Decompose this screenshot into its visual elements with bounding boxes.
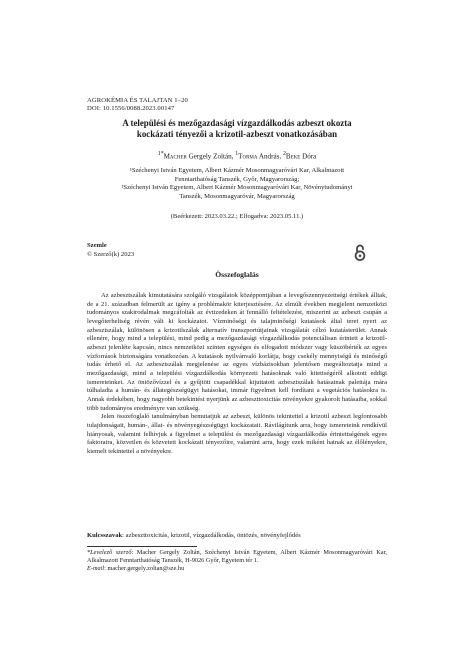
author-sup: 2 xyxy=(282,151,286,157)
email-address: : macher.gergely.zoltan@sze.hu xyxy=(104,565,185,573)
author-lastname: Torma xyxy=(238,152,258,161)
keywords xyxy=(87,532,387,541)
correspondence-label: *Levelező szerző xyxy=(87,549,132,556)
footnote-divider xyxy=(87,546,197,547)
open-access-icon xyxy=(354,244,366,262)
journal-header xyxy=(87,97,188,114)
keywords-label: Kulcsszavak xyxy=(87,532,123,539)
affiliation-line: Fenntarthatóság Tanszék, Győr, Magyarország; xyxy=(174,175,300,183)
doi: DOI: 10.1556/0088.2023.00147 xyxy=(87,105,175,113)
email-label: E-mail xyxy=(87,565,105,573)
abstract-paragraph: Az azbesztszálak kimutatására szolgáló vizsgálatok középpontjában a levegőszennyezettségi értékek álltak, de a 21. században felmerült az igény a problémakör kiterjesztésére. Az elmúlt években megjelent nemzetközi tudományos szakirodalmak megcáfolták az évtizedeken át fennálló feltételezést, miszerint az azbeszt csupán a levegőterheltség révén vált ki kockázatot. Vízminőségi és talajminőségi kutatások által teret nyert az azbesztszálak, különösen a krizotilszálak alternatív transzportútjainak vizsgálatát célzó kutatásterület. Annak ellenére, hogy mind a települési, mind pedig a mezőgazdasági vízgazdálkodás potenciálisan érintett a krizotil-azbeszt jelenléte kapcsán, nincs nemzetközi szinten egységes és elfogadott módszer vagy küszöbérték az egyes vízforrások biztonságára vonatkozóan. A kutatások nyilvánvaló korlátja, hogy csekély mennyiségű és minőségű tudás érhető el. Az azbesztszálak megjelenése az egyes vízbázisokban jelentősen megváltoztatja mind a mezőgazdasági, mind a települési vízgazdálkodás környezeti hatásoknak való kitettségéről alkotott eddigi ismereteinket. Az öntözővízzel és a gyűjtött csapadékkal kijuttatott azbesztszálak hatásainak palettája mára túlhaladta a humán- és állategészségügyi hatásokat, immár figyelmet kell fordítani a vegetációs hatásokra is. Annak érdekében, hogy nagyobb betekintést nyerjünk az azbeszttoxicitás növényekre gyakorolt hatásaiba, sokkal több tudományos eredményre van szükség. xyxy=(87,292,387,412)
abstract-paragraph: Jelen összefoglaló tanulmányban bemutatjuk az azbeszt, különös tekintettel a krizotil azbeszt legfontosabb tulajdonságait, humán-, állat- és növényegészségügyi kockázatait. Rávilágítunk arra, hogy ismereteink rendkívül hiányosak, valamint felhívjuk a figyelmet a települési és mezőgazdasági vízgazdálkodás érintettségének egyes faktoraira, közvetlen és közvetett kockázati tényezőire, valamint arra, hogy ezek miként hatnak az élőlényekre, kiemelt tekintettel a növényekre. xyxy=(87,413,387,455)
article-type-block xyxy=(87,242,134,260)
title-line: A települési és mezőgazdasági vízgazdálkodás azbeszt okozta xyxy=(122,118,352,128)
affiliation-line: Tanszék, Mosonmagyaróvár, Magyarország xyxy=(179,192,295,200)
author-firstname: András xyxy=(258,152,280,161)
copyright-text: © Szerző(k) 2023 xyxy=(87,250,135,258)
affiliation-line: ¹Széchenyi István Egyetem, Albert Kázmér Mosonmagyaróvári Kar, Alkalmazott xyxy=(129,167,345,174)
author-lastname: Macher xyxy=(163,152,187,161)
author-sup: 1* xyxy=(157,151,164,157)
author-firstname: Gergely Zoltán xyxy=(188,152,232,161)
article-type-label: Szemle xyxy=(87,242,107,249)
author-lastname: Beke xyxy=(285,152,301,161)
keywords-text: : azbeszttoxicitás, krizotil, vízgazdálkodás, öntözés, növényfejlődés xyxy=(122,532,301,539)
affiliation-line: ²Széchenyi István Egyetem, Albert Kázmér Mosonmagyaróvári Kar, Növénytudományi xyxy=(121,184,353,192)
abstract-heading: Összefoglalás xyxy=(215,270,259,279)
affiliations xyxy=(95,167,379,201)
author-sup: 1 xyxy=(235,151,239,157)
author-firstname: Dóra xyxy=(302,152,317,161)
article-title xyxy=(75,118,399,140)
correspondence-text: : Macher Gergely Zoltán, Széchenyi István Egyetem, Albert Kázmér Mosonmagyaróvári Kar, Alkalmazott Fenntarthatóság Tanszék, H-9026 Győr, Egyetem tér 1. xyxy=(87,549,388,565)
author-list: $^{1*}$Macher Gergely Zoltán, $^1$Torma András, $^2$Beke Dóra xyxy=(157,151,317,161)
correspondence-footnote xyxy=(87,549,387,574)
received-accepted-dates: (Beérkezett: 2023.03.22.; Elfogadva: 2023.05.11.) xyxy=(170,213,304,220)
title-line: kockázati tényezői a krizotil-azbeszt vonatkozásában xyxy=(136,129,338,140)
abstract-body xyxy=(87,292,387,456)
journal-name: AGROKÉMIA ÉS TALAJTAN 1–20 xyxy=(87,97,188,104)
